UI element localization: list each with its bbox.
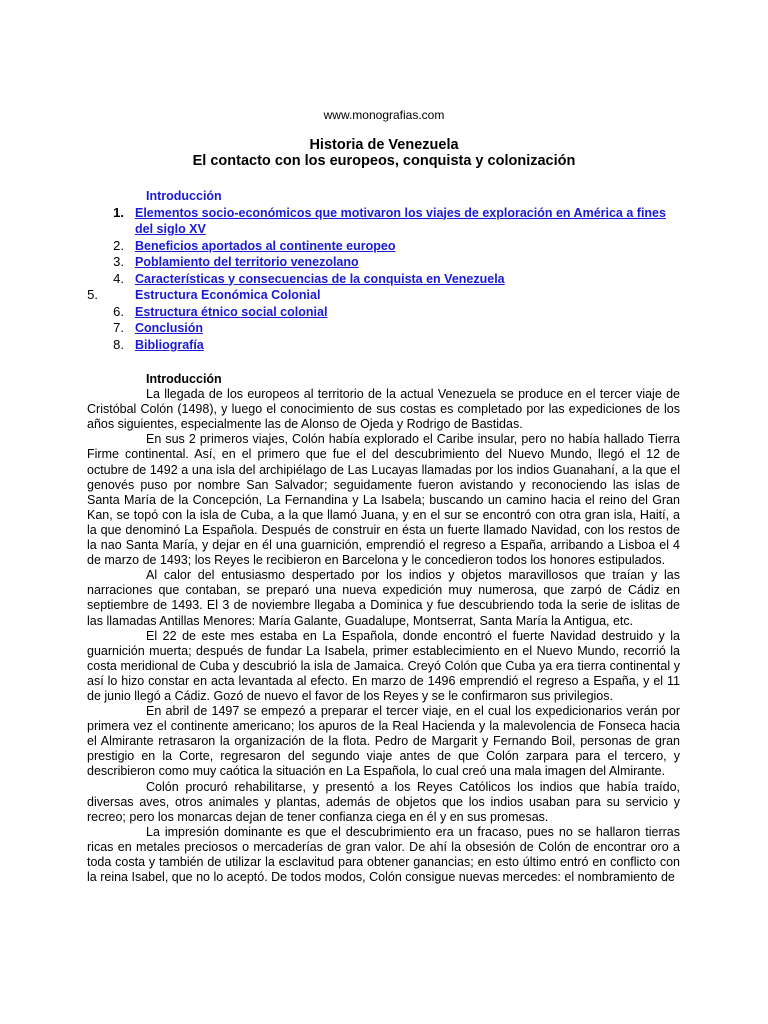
toc-item — [0, 337, 768, 354]
paragraph: El 22 de este mes estaba en La Española, donde encontró el fuerte Navidad destruido y la guarnición muerta; después de fundar La Isabela, primer establecimiento en el Nuevo Mundo, recorrió la costa meridional de Cuba y descubrió la isla de Jamaica. Creyó Colón que Cuba ya era tierra continental y así lo hizo constar en acta levantada al efecto. En marzo de 1496 emprendió el regreso a España, y el 11 de junio llegó a Cádiz. Gozó de nuevo el favor de los Reyes y se le confirmaron sus privilegios. — [87, 628, 680, 703]
toc-number: 6. — [113, 303, 124, 319]
toc-number: 5. — [87, 287, 98, 302]
toc-link-beneficios[interactable]: Beneficios aportados al continente europeo — [135, 238, 396, 253]
toc-link-estructura-economica[interactable]: Estructura Económica Colonial — [135, 288, 321, 302]
toc-item — [0, 287, 768, 304]
toc-number: 7. — [113, 320, 124, 335]
page-title: Historia de Venezuela — [309, 137, 459, 153]
toc-item — [0, 254, 768, 271]
toc-link-estructura-etnico[interactable]: Estructura étnico social colonial — [135, 304, 328, 319]
section-heading: Introducción — [146, 372, 222, 386]
paragraph: Al calor del entusiasmo despertado por los indios y objetos maravillosos que traían y las narraciones que contaban, se preparó una nueva expedición muy numerosa, que zarpó de Cádiz en septiembre de 1493. El 3 de noviembre llegaba a Dominica y fue descubriendo toda la serie de islitas de las llamadas Antillas Menores: María Galante, Guadalupe, Montserrat, Santa María la Antigua, etc. — [87, 568, 680, 628]
page-subtitle: El contacto con los europeos, conquista y colonización — [192, 153, 576, 169]
toc-link-caracteristicas[interactable]: Características y consecuencias de la conquista en Venezuela — [135, 271, 505, 286]
toc-link-bibliografia[interactable]: Bibliografía — [135, 337, 204, 352]
article-body — [87, 372, 680, 885]
toc-number: 3. — [113, 254, 124, 269]
toc-item — [0, 320, 768, 337]
paragraph: Colón procuró rehabilitarse, y presentó a los Reyes Católicos los indios que había traído, diversas aves, otros animales y plantas, además de objetos que los indios usaban para su servicio y recreo; pero los monarcas dejan de tener confianza ciega en él y en sus promesas. — [87, 779, 680, 824]
table-of-contents — [0, 188, 768, 353]
paragraph: En abril de 1497 se empezó a preparar el tercer viaje, en el cual los expedicionarios verán por primera vez el continente americano; los apuros de la Real Hacienda y la malevolencia de Fonseca hacia el Almirante retrasaron la organización de la flota. Pedro de Margarit y Fernando Boil, personas de gran prestigio en la Corte, regresaron del segundo viaje antes de que Colón zarpara para el tercero, y describieron como muy caótica la situación en La Española, lo cual creó una mala imagen del Almirante. — [87, 704, 680, 779]
paragraph: En sus 2 primeros viajes, Colón había explorado el Caribe insular, pero no había hallado Tierra Firme continental. Así, en el primero que fue el del descubrimiento del Nuevo Mundo, llegó el 12 de octubre de 1492 a una isla del archipiélago de Las Lucayas llamadas por los indios Guanahaní, a la que el genovés puso por nombre San Salvador; seguidamente fueron avistando y reconociendo las islas de Santa María de la Concepción, La Fernandina y La Isabela; buscando un camino hacia el reino del Gran Kan, se topó con la isla de Cuba, a la que llamó Juana, y en el sur se encontró con otra gran isla, Haití, a la que denominó La Española. Después de construir en ésta un fuerte llamado Navidad, con los restos de la nao Santa María, y dejar en él una guarnición, emprendió el regreso a España, arribando a Lisboa el 4 de marzo de 1493; los Reyes le recibieron en Barcelona y le concedieron todos los honores estipulados. — [87, 432, 680, 568]
toc-number: 2. — [113, 237, 124, 253]
toc-item-intro — [0, 188, 768, 205]
toc-number: 1. — [113, 204, 124, 220]
toc-item — [0, 304, 768, 321]
toc-item — [0, 271, 768, 288]
site-url: www.monografias.com — [323, 108, 445, 122]
paragraph: La llegada de los europeos al territorio de la actual Venezuela se produce en el tercer viaje de Cristóbal Colón (1498), y luego el conocimiento de sus costas es completado por las expediciones de los años siguientes, especialmente las de Alonso de Ojeda y Rodrigo de Bastidas. — [87, 387, 680, 432]
toc-link-conclusion[interactable]: Conclusión — [135, 321, 204, 335]
toc-number: 8. — [113, 336, 124, 352]
toc-link-elementos[interactable]: Elementos socio-económicos que motivaron los viajes de exploración en América a fines del siglo XV — [135, 205, 666, 236]
toc-number: 4. — [113, 270, 124, 286]
toc-item — [0, 205, 768, 238]
paragraph: La impresión dominante es que el descubrimiento era un fracaso, pues no se hallaron tierras ricas en metales preciosos o mercaderías de gran valor. De ahí la obsesión de Colón de encontrar oro a toda costa y también de utilizar la esclavitud para obtener ganancias; en esto último entró en conflicto con la reina Isabel, que no lo aceptó. De todos modos, Colón consigue nuevas mercedes: el nombramiento de — [87, 824, 680, 885]
toc-link-introduccion[interactable]: Introducción — [146, 189, 222, 203]
toc-link-poblamiento[interactable]: Poblamiento del territorio venezolano — [135, 255, 359, 269]
toc-item — [0, 238, 768, 255]
